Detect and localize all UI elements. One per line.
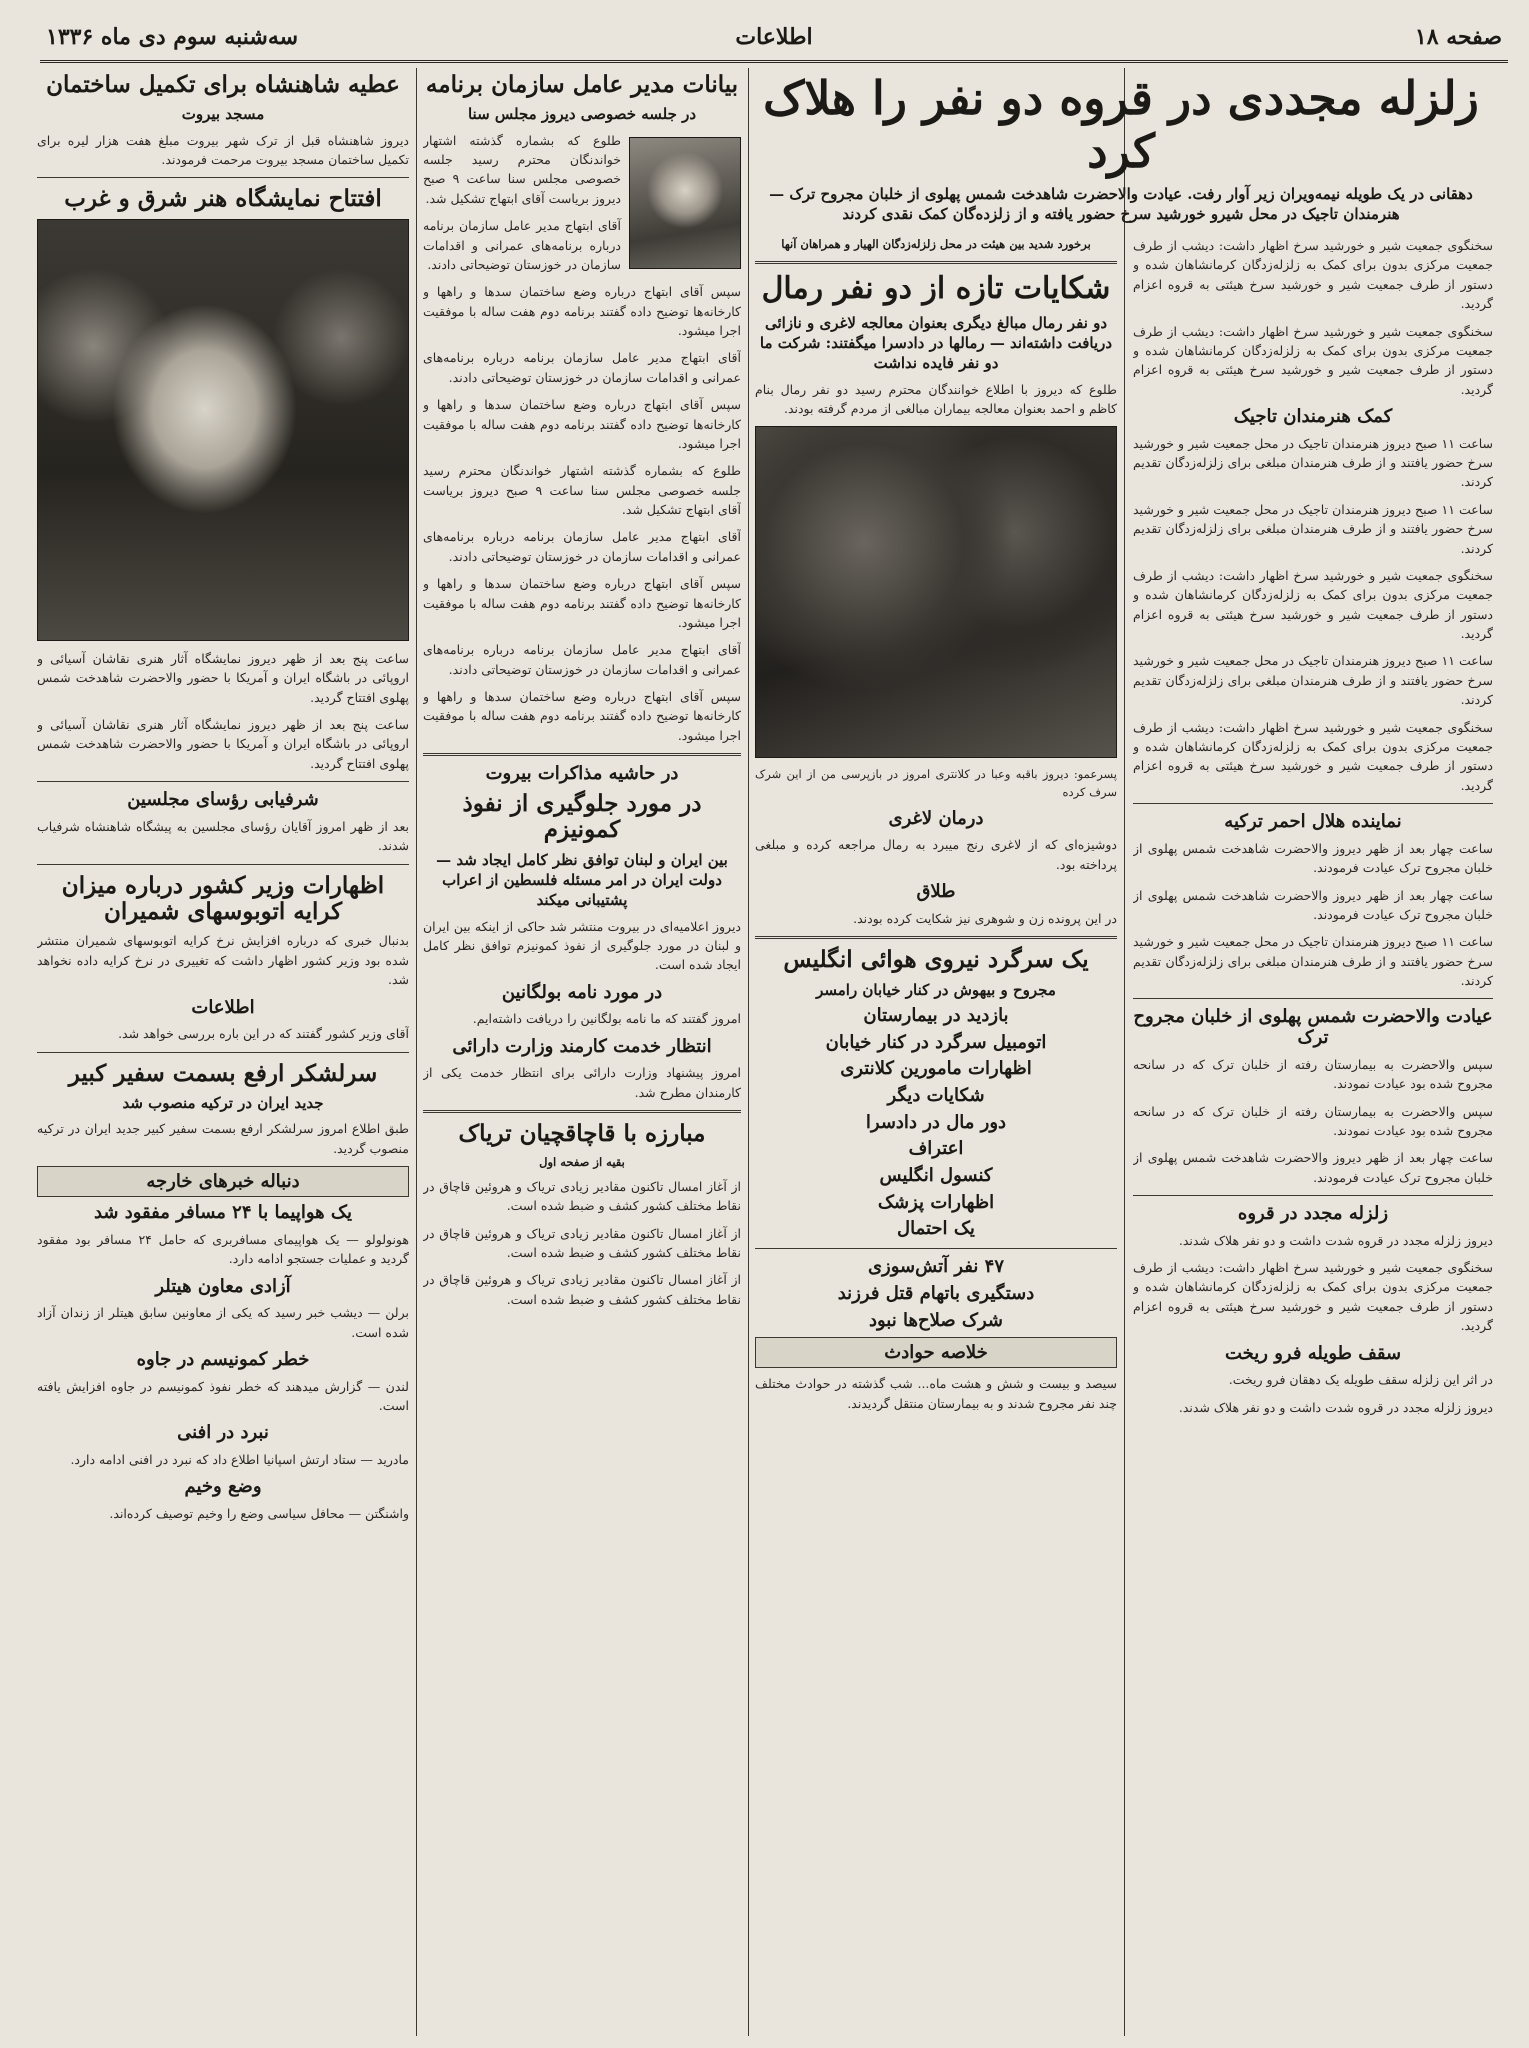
article-text: ساعت چهار بعد از ظهر دیروز والاحضرت شاهدخت شمس پهلوی از خلبان مجروح ترک عیادت فرمودند. [1133,1150,1493,1185]
section-heading: اطلاعات [191,996,255,1018]
lead-headline: زلزله مجددی در قروه دو نفر را هلاک کرد [763,72,1479,178]
article-text: دیروز اعلامیه‌ای در بیروت منتشر شد حاکی از اینکه بین ایران و لبنان در مورد جلوگیری از نفوذ کمونیزم توافق نظر کامل ایجاد شده است. [423,918,741,973]
section-heading: نماینده هلال احمر ترکیه [1224,811,1402,833]
article-text: سخنگوی جمعیت شیر و خورشید سرخ اظهار داشت: دیشب از طرف جمعیت مرکزی بدون برای کمک به زلزله‌زدگان کرمانشاهان شده و دستور از طرف جمعیت شیر و خورشید سرخ هیئتی به قروه اعزام گردید. [1133,238,1493,312]
section-heading: وضع وخیم [184,1476,262,1498]
article-text: از آغاز امسال تاکنون مقادیر زیادی تریاک و هروئین قاچاق در نقاط مختلف کشور کشف و ضبط شده است. [423,1178,741,1214]
article-text: دیروز زلزله مجدد در قروه شدت داشت و دو نفر هلاک شدند. [1178,1399,1493,1415]
subhead-communism: بین ایران و لبنان توافق نظر کامل ایجاد شد — دولت ایران در امر مسئله فلسطین از اعراب پشتیبانی میکند [436,850,728,910]
photo-caption: پسرعمو: دیروز باقبه وعبا در کلانتری امروز در بازپرسی من از این شرک سرف کرده [755,767,1117,799]
column-rule [748,68,749,2036]
rammal-photo [755,426,1117,758]
column-right [1133,236,1493,2016]
section-heading: نبرد در افنی [177,1422,269,1444]
section-heading: خطر کمونیسم در جاوه [136,1348,310,1370]
headline-ambassador: سرلشکر ارفع بسمت سفیر کبیر [68,1059,378,1087]
section-heading: اعتراف [908,1138,964,1160]
headline-raf-major: یک سرگرد نیروی هوائی انگلیس [783,946,1089,974]
subhead-rammal: دو نفر رمال مبالغ دیگری بعنوان معالجه لاغری و نازائی دریافت داشته‌اند — رمالها در دادسرا میگفتند: شرکت ما دو نفر فایده نداشت [759,313,1113,373]
article-text: سپس آقای ابتهاج درباره وضع ساختمان سدها و راهها و کارخانه‌ها توضیح داده گفتند برنامه دوم هفت ساله با موفقیت اجرا میشود. [423,397,741,451]
article-text: امروز پیشنهاد وزارت دارائی برای انتظار خدمت یکی از کارمندان مطرح شد. [423,1065,741,1100]
headline-rammal: شکایات تازه از دو نفر رمال [761,271,1111,307]
article-text: سخنگوی جمعیت شیر و خورشید سرخ اظهار داشت: دیشب از طرف جمعیت مرکزی بدون برای کمک به زلزله‌زدگان کرمانشاهان شده و دستور از طرف جمعیت شیر و خورشید سرخ هیئتی به قروه اعزام گردید. [1133,567,1493,642]
article-text: دیروز شاهنشاه قبل از ترک شهر بیروت مبلغ هفت هزار لیره برای تکمیل ساختمان مسجد بیروت مرحمت فرمودند. [37,132,409,168]
section-heading: کمک هنرمندان تاجیک [1233,406,1393,427]
column-mid-right [755,236,1117,2016]
article-text: دوشیزه‌ای که از لاغری رنج میبرد به رمال مراجعه کرده و مبلغی پرداخته بود. [755,837,1117,872]
article-text: سپس آقای ابتهاج درباره وضع ساختمان سدها و راهها و کارخانه‌ها توضیح داده گفتند برنامه دوم هفت ساله با موفقیت اجرا میشود. [423,576,741,630]
article-text: بعد از ظهر امروز آقایان رؤسای مجلسین به پیشگاه شاهنشاه شرفیاب شدند. [37,818,409,854]
section-heading: سقف طویله فرو ریخت [1224,1342,1402,1364]
section-heading: دور مال در دادسرا [865,1111,1007,1133]
article-text: طبق اطلاع امروز سرلشکر ارفع بسمت سفیر کبیر جدید ایران در ترکیه منصوب گردید. [37,1121,409,1156]
column-left [37,72,409,2016]
ebtehaj-portrait [629,137,741,269]
section-heading: شکایات دیگر [887,1085,985,1106]
article-text: سخنگوی جمعیت شیر و خورشید سرخ اظهار داشت: دیشب از طرف جمعیت مرکزی بدون برای کمک به زلزله‌زدگان کرمانشاهان شده و دستور از طرف جمعیت شیر و خورشید سرخ هیئتی به قروه اعزام گردید. [1133,1260,1493,1334]
section-heading: کنسول انگلیس [879,1165,993,1187]
article-text: ساعت پنج بعد از ظهر دیروز نمایشگاه آثار هنری نقاشان آسیائی و اروپائی در باشگاه ایران و آمریکا با حضور والاحضرت شاهدخت شمس پهلوی افتتاح گردید. [37,717,409,771]
article-text: سخنگوی جمعیت شیر و خورشید سرخ اظهار داشت: دیشب از طرف جمعیت مرکزی بدون برای کمک به زلزله‌زدگان کرمانشاهان شده و دستور از طرف جمعیت شیر و خورشید سرخ هیئتی به قروه اعزام گردید. [1133,719,1493,793]
paper-name: اطلاعات [735,24,813,50]
section-heading: اتومبیل سرگرد در کنار خیابان [825,1031,1047,1053]
section-heading: دستگیری باتهام قتل فرزند [837,1282,1035,1304]
article-text: در اثر این زلزله سقف طویله یک دهقان فرو ریخت. [1228,1372,1493,1388]
section-heading: انتظار خدمت کارمند وزارت دارائی [452,1035,712,1057]
article-text: آقای وزیر کشور گفتند که در این باره بررسی خواهد شد. [118,1026,409,1042]
masthead [40,18,1508,63]
section-heading: عیادت والاحضرت شمس پهلوی از خلبان مجروح ترک [1133,1006,1493,1049]
section-heading: یک احتمال [897,1218,975,1240]
article-text: ساعت پنج بعد از ظهر دیروز نمایشگاه آثار هنری نقاشان آسیائی و اروپائی در باشگاه ایران و آمریکا با حضور والاحضرت شاهدخت شمس پهلوی افتتاح گردید. [37,650,409,705]
article-text: مادرید — ستاد ارتش اسپانیا اطلاع داد که نبرد در افنی ادامه دارد. [70,1452,409,1468]
section-heading: بازدید در بیمارستان [863,1004,1009,1026]
article-text: در این پرونده زن و شوهری نیز شکایت کرده بودند. [853,910,1117,926]
subhead-ambassador: جدید ایران در ترکیه منصوب شد [122,1094,324,1113]
section-heading: آزادی معاون هیتلر [155,1275,291,1297]
article-text: واشنگتن — محافل سیاسی وضع را وخیم توصیف کرده‌اند. [109,1506,409,1522]
page-number: صفحه ۱۸ [1414,24,1502,50]
headline-bus-fares: اظهارات وزیر کشور درباره میزان کرایه اتوبوسهای شمیران [61,871,385,925]
article-text: ساعت چهار بعد از ظهر دیروز والاحضرت شاهدخت شمس پهلوی از خلبان مجروح ترک عیادت فرمودند. [1133,840,1493,876]
article-text: آقای ابتهاج مدیر عامل سازمان برنامه درباره برنامه‌های عمرانی و اقدامات سازمان در خوزستان توضیحاتی دادند. [423,642,741,677]
article-text: سپس والاحضرت به بیمارستان رفته از خلبان ترک که در سانحه مجروح شده بود عیادت نمودند. [1133,1056,1493,1092]
article-text: سپس آقای ابتهاج درباره وضع ساختمان سدها و راهها و کارخانه‌ها توضیح داده گفتند برنامه دوم هفت ساله با موفقیت اجرا میشود. [423,689,741,743]
column-rule [1124,68,1125,2036]
headline-exhibition: افتتاح نمایشگاه هنر شرق و غرب [64,185,382,213]
article-text: آقای ابتهاج مدیر عامل سازمان برنامه درباره برنامه‌های عمرانی و اقدامات سازمان در خوزستان توضیحاتی دادند. [423,350,741,385]
article-text: بدنبال خبری که درباره افزایش نرخ کرایه اتوبوسهای شمیران منتشر شده بود وزیر کشور اظهار داشت که تغییری در نرخ کرایه داده نخواهد شد. [37,933,409,988]
article-text: دیروز زلزله مجدد در قروه شدت داشت و دو نفر هلاک شدند. [1178,1232,1493,1248]
headline-ebtehaj: بیانات مدیر عامل سازمان برنامه [425,72,739,98]
article-text: ساعت ۱۱ صبح دیروز هنرمندان تاجیک در محل جمعیت شیر و خورشید سرخ حضور یافتند و از طرف هنرمندان مبلغی برای زلزله‌زدگان تقدیم کردند. [1133,934,1493,988]
article-text: از آغاز امسال تاکنون مقادیر زیادی تریاک و هروئین قاچاق در نقاط مختلف کشور کشف و ضبط شده است. [423,1272,741,1307]
exhibition-photo [37,219,409,641]
article-text: سپس آقای ابتهاج درباره وضع ساختمان سدها و راهها و کارخانه‌ها توضیح داده گفتند برنامه دوم هفت ساله با موفقیت اجرا میشود. [423,284,741,339]
column-mid-left [423,72,741,2016]
lead-intro: برخورد شدید بین هیئت در محل زلزله‌زدگان الهیار و همراهان آنها [781,237,1091,251]
section-heading: اظهارات مامورین کلانتری [840,1058,1032,1080]
article-text: سیصد و بیست و شش و هشت ماه... شب گذشته در حوادث مختلف چند نفر مجروح شدند و به بیمارستان منتقل گردیدند. [755,1376,1117,1411]
article-text: برلن — دیشب خبر رسید که یکی از معاونین سابق هیتلر از زندان آزاد شده است. [37,1305,409,1340]
section-heading: اظهارات پزشک [877,1191,995,1213]
section-heading: شرفیابی رؤسای مجلسین [127,789,319,811]
section-heading: در مورد نامه بولگانین [501,981,663,1003]
article-text: هونولولو — یک هواپیمای مسافربری که حامل ۲۴ مسافر بود مفقود گردید و عملیات جستجو ادامه دارد. [37,1231,409,1267]
article-text: ساعت ۱۱ صبح دیروز هنرمندان تاجیک در محل جمعیت شیر و خورشید سرخ حضور یافتند و از طرف هنرمندان مبلغی برای زلزله‌زدگان تقدیم کردند. [1133,435,1493,490]
subhead-raf-major: مجروح و بیهوش در کنار خیابان رامسر [816,980,1056,999]
section-heading: ۴۷ نفر آتش‌سوزی [867,1256,1005,1278]
article-text: طلوع که دیروز با اطلاع خوانندگان محترم رسید دو نفر رمال بنام کاظم و احمد بعنوان معالجه بیماران مبالغی از مردم گرفته بودند. [755,381,1117,416]
article-text: طلوع که بشماره گذشته اشتهار خواندنگان محترم رسید جلسه خصوصی مجلس سنا ساعت ۹ صبح دیروز بریاست آقای ابتهاج تشکیل شد. [423,132,622,206]
accidents-banner: خلاصه حوادث [755,1337,1117,1368]
article-text: طلوع که بشماره گذشته اشتهار خواندنگان محترم رسید جلسه خصوصی مجلس سنا ساعت ۹ صبح دیروز بریاست آقای ابتهاج تشکیل شد. [423,463,741,518]
article-text: ساعت چهار بعد از ظهر دیروز والاحضرت شاهدخت شمس پهلوی از خلبان مجروح ترک عیادت فرمودند. [1133,887,1493,922]
section-heading: طلاق [916,881,956,903]
section-heading: در حاشیه مذاکرات بیروت [485,763,679,785]
subhead-ebtehaj: در جلسه خصوصی دیروز مجلس سنا [467,105,697,124]
section-heading: درمان لاغری [888,807,984,829]
article-text: ساعت ۱۱ صبح دیروز هنرمندان تاجیک در محل جمعیت شیر و خورشید سرخ حضور یافتند و از طرف هنرمندان مبلغی برای زلزله‌زدگان تقدیم کردند. [1133,653,1493,708]
headline-mosque: عطیه شاهنشاه برای تکمیل ساختمان [46,72,400,98]
section-heading: شرک صلاح‌ها نبود [868,1309,1004,1331]
continued-note: بقیه از صفحه اول [539,1154,625,1169]
lead-subhead: دهقانی در یک طویله نیمه‌ویران زیر آوار رفت. عیادت والاحضرت شاهدخت شمس پهلوی از خلبان مجروح ترک — هنرمندان تاجیک در محل شیرو خورشید سرخ حضور یافته و از زلزده‌گان کمک نقدی کردند [769,184,1473,224]
article-text: آقای ابتهاج مدیر عامل سازمان برنامه درباره برنامه‌های عمرانی و اقدامات سازمان در خوزستان توضیحاتی دادند. [423,529,741,564]
headline-communism: در مورد جلوگیری از نفوذ کمونیزم [462,789,702,844]
column-rule [416,68,417,2036]
foreign-news-banner: دنباله خبرهای خارجه [37,1166,409,1197]
article-text: از آغاز امسال تاکنون مقادیر زیادی تریاک و هروئین قاچاق در نقاط مختلف کشور کشف و ضبط شده است. [423,1225,741,1260]
article-text: آقای ابتهاج مدیر عامل سازمان برنامه درباره برنامه‌های عمرانی و اقدامات سازمان در خوزستان توضیحاتی دادند. [423,218,621,272]
article-text: امروز گفتند که ما نامه بولگانین را دریافت داشته‌ایم. [472,1011,741,1027]
article-text: سپس والاحضرت به بیمارستان رفته از خلبان ترک که در سانحه مجروح شده بود عیادت نمودند. [1133,1103,1493,1138]
lead-story-header [749,72,1493,232]
headline-opium: مبارزه با قاچاقچیان تریاک [458,1120,706,1148]
article-text: لندن — گزارش میدهند که خطر نفوذ کمونیسم در جاوه افزایش یافته است. [37,1378,409,1413]
subhead-mosque: مسجد بیروت [181,105,265,124]
section-heading: زلزله مجدد در قروه [1237,1203,1389,1224]
issue-date: سه‌شنبه سوم دی ماه ۱۳۳۶ [46,24,299,50]
section-heading: یک هواپیما با ۲۴ مسافر مفقود شد [93,1202,353,1224]
article-text: ساعت ۱۱ صبح دیروز هنرمندان تاجیک در محل جمعیت شیر و خورشید سرخ حضور یافتند و از طرف هنرمندان مبلغی برای زلزله‌زدگان تقدیم کردند. [1133,501,1493,556]
article-text: سخنگوی جمعیت شیر و خورشید سرخ اظهار داشت: دیشب از طرف جمعیت مرکزی بدون برای کمک به زلزله‌زدگان کرمانشاهان شده و دستور از طرف جمعیت شیر و خورشید سرخ هیئتی به قروه اعزام گردید. [1133,323,1493,397]
